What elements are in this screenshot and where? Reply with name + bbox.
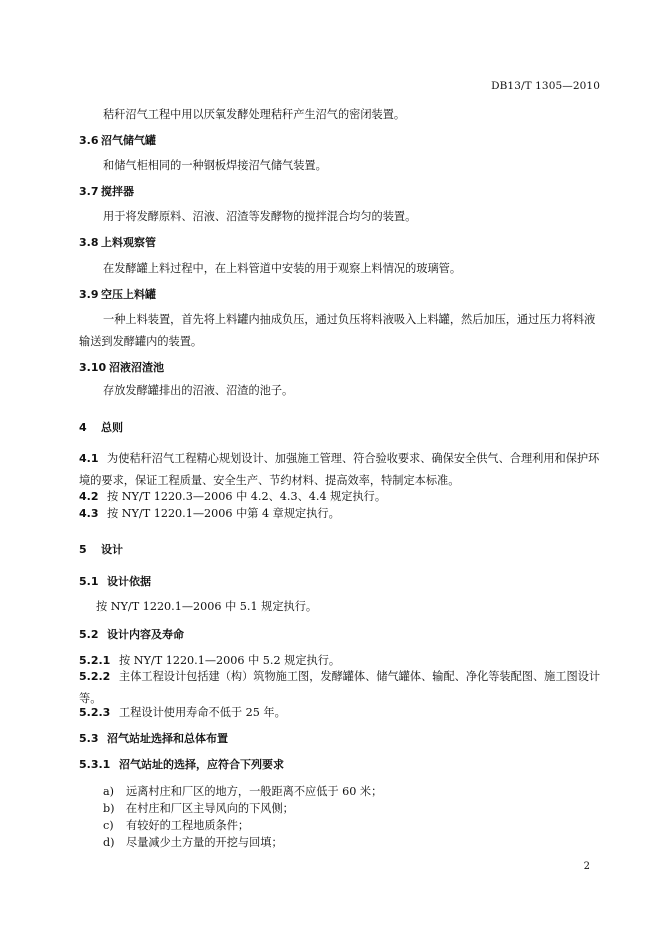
section-3-10-heading — [79, 361, 603, 375]
list-text: 在村庄和厂区主导风向的下风侧； — [126, 802, 294, 815]
section-number: 3.6 — [79, 134, 99, 147]
clause-number: 5.3.1 — [79, 758, 111, 771]
clause-number: 5.2.3 — [79, 706, 111, 719]
section-number: 5.2 — [79, 628, 99, 641]
list-text: 远离村庄和厂区的地方，一般距离不应低于 60 米； — [126, 785, 383, 798]
list-item — [103, 819, 249, 833]
clause-number: 4.2 — [79, 490, 99, 503]
section-number: 3.9 — [79, 288, 99, 301]
chapter-number: 5 — [79, 543, 87, 556]
list-item — [103, 785, 382, 799]
clause-title: 沼气站址的选择，应符合下列要求 — [119, 758, 284, 771]
section-title: 沼气储气罐 — [101, 134, 156, 147]
chapter-number: 4 — [79, 421, 87, 434]
clause-5-3-1-heading — [79, 758, 603, 772]
list-marker: c) — [103, 819, 114, 832]
section-title: 搅拌器 — [101, 185, 134, 198]
clause-5-2-2 — [79, 666, 603, 710]
page-number: 2 — [583, 861, 590, 872]
chapter-title: 设计 — [101, 543, 123, 556]
section-title: 设计依据 — [107, 575, 151, 588]
section-3-8-text: 在发酵罐上料过程中，在上料管道中安装的用于观察上料情况的玻璃管。 — [103, 262, 462, 275]
section-3-6-heading — [79, 134, 603, 148]
clause-number: 5.2.2 — [79, 670, 111, 683]
section-title: 空压上料罐 — [101, 288, 156, 301]
clause-text: 主体工程设计包括建（构）筑物施工图，发酵罐体、储气罐体、输配、净化等装配图、施工图设计等。 — [79, 670, 601, 705]
list-marker: a) — [103, 785, 115, 798]
section-title: 沼液沼渣池 — [109, 361, 164, 374]
list-text: 尽量减少土方量的开挖与回填； — [126, 836, 283, 849]
list-marker: b) — [103, 802, 115, 815]
clause-4-1 — [79, 448, 603, 492]
list-item — [103, 802, 294, 816]
section-title: 设计内容及寿命 — [107, 628, 184, 641]
clause-number: 4.3 — [79, 507, 99, 520]
section-5-1-text: 按 NY/T 1220.1—2006 中 5.1 规定执行。 — [96, 600, 318, 613]
clause-4-2 — [79, 490, 603, 504]
clause-text: 为使秸秆沼气工程精心规划设计、加强施工管理、符合验收要求、确保安全供气、合理利用和保护环境的要求，保证工程质量、安全生产、节约材料、提高效率，特制定本标准。 — [79, 452, 600, 487]
section-3-7-text: 用于将发酵原料、沼液、沼渣等发酵物的搅拌混合均匀的装置。 — [103, 210, 417, 223]
chapter-4-heading — [79, 421, 603, 435]
clause-text: 工程设计使用寿命不低于 25 年。 — [119, 706, 286, 719]
chapter-title: 总则 — [101, 421, 123, 434]
section-number: 3.8 — [79, 236, 99, 249]
clause-text: 按 NY/T 1220.1—2006 中第 4 章规定执行。 — [107, 507, 340, 520]
section-3-8-heading — [79, 236, 603, 250]
list-marker: d) — [103, 836, 115, 849]
section-number: 5.1 — [79, 575, 99, 588]
clause-4-3 — [79, 507, 603, 521]
section-5-1-heading — [79, 575, 603, 589]
chapter-5-heading — [79, 543, 603, 557]
section-3-6-text: 和储气柜相同的一种钢板焊接沼气储气装置。 — [103, 159, 327, 172]
list-text: 有较好的工程地质条件； — [126, 819, 250, 832]
clause-number: 4.1 — [79, 452, 99, 465]
section-5-3-heading — [79, 732, 603, 746]
section-5-2-heading — [79, 628, 603, 642]
section-3-10-text: 存放发酵罐排出的沼液、沼渣的池子。 — [103, 384, 294, 397]
clause-text: 按 NY/T 1220.1—2006 中 5.2 规定执行。 — [119, 654, 341, 667]
clause-number: 5.2.1 — [79, 654, 111, 667]
list-item — [103, 836, 283, 850]
section-3-9-text: 一种上料装置，首先将上料罐内抽成负压，通过负压将料液吸入上料罐，然后加压，通过压力将料液输送到发酵罐内的装置。 — [79, 313, 596, 348]
section-title: 上料观察管 — [101, 236, 156, 249]
section-number: 3.10 — [79, 361, 107, 374]
section-number: 5.3 — [79, 732, 99, 745]
clause-5-2-3 — [79, 706, 603, 720]
section-number: 3.7 — [79, 185, 99, 198]
clause-text: 按 NY/T 1220.3—2006 中 4.2、4.3、4.4 规定执行。 — [107, 490, 387, 503]
section-title: 沼气站址选择和总体布置 — [107, 732, 228, 745]
document-code-header: DB13/T 1305—2010 — [491, 80, 600, 92]
section-3-9-heading — [79, 288, 603, 302]
intro-paragraph: 秸秆沼气工程中用以厌氧发酵处理秸秆产生沼气的密闭装置。 — [103, 108, 406, 121]
section-3-7-heading — [79, 185, 603, 199]
